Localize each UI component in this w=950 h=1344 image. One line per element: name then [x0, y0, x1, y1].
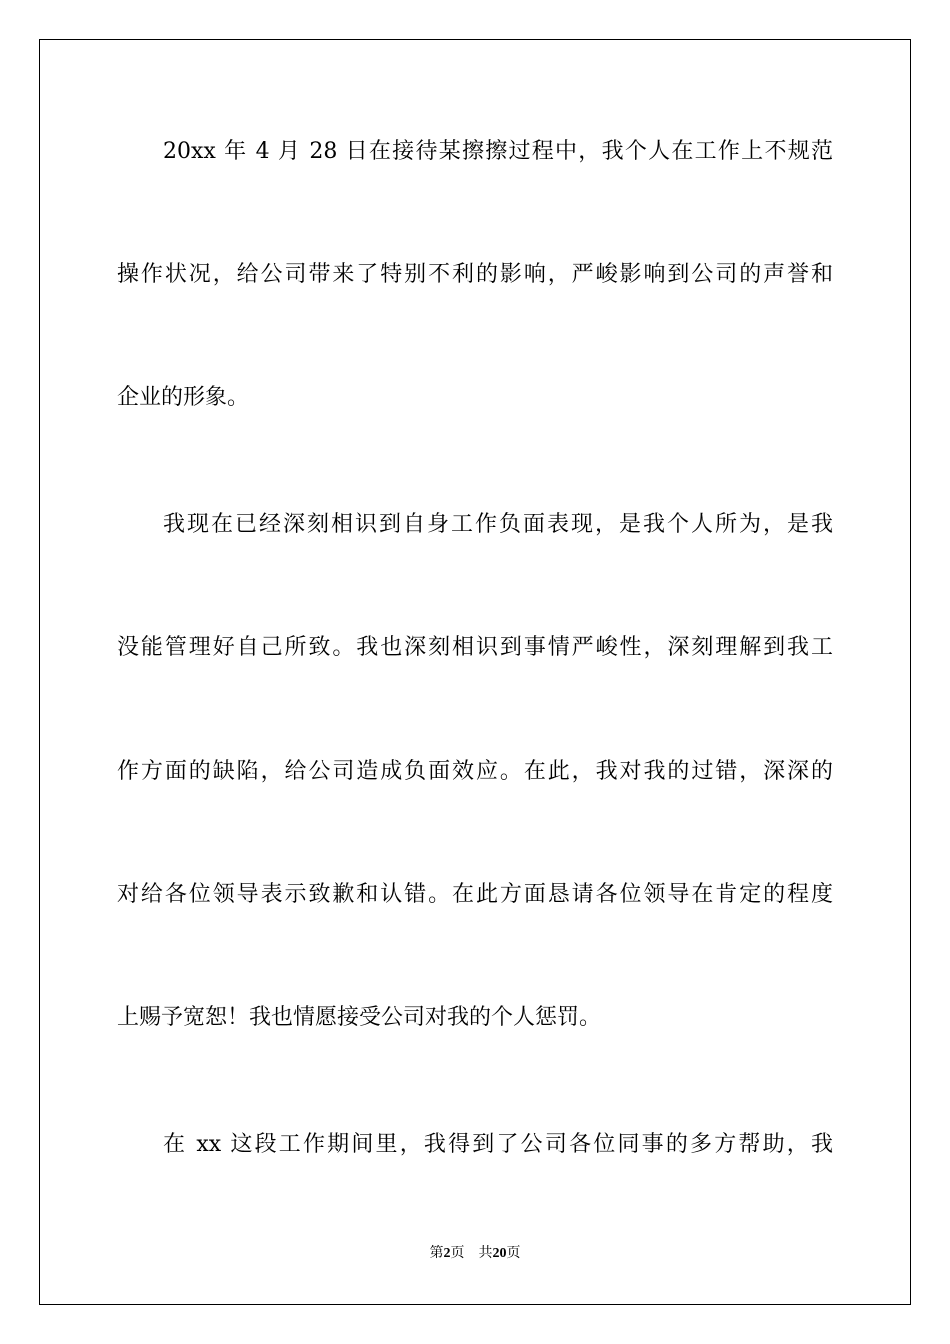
paragraph-2-line-5: 上赐予宽恕！我也情愿接受公司对我的个人惩罚。	[117, 1005, 602, 1030]
paragraph-2-line-2: 没能管理好自己所致。我也深刻相识到事情严峻性，深刻理解到我工	[117, 635, 833, 660]
total-pages: 20	[492, 1246, 507, 1261]
paragraph-2-line-4: 对给各位领导表示致歉和认错。在此方面恳请各位领导在肯定的程度	[117, 882, 833, 907]
paragraph-1-line-2: 操作状况，给公司带来了特别不利的影响，严峻影响到公司的声誉和	[117, 262, 833, 287]
paragraph-3-line-1: 在 xx 这段工作期间里，我得到了公司各位同事的多方帮助，我	[163, 1132, 833, 1157]
page-border	[39, 39, 911, 1305]
page-prefix: 第	[429, 1246, 444, 1261]
total-suffix: 页	[506, 1246, 521, 1261]
paragraph-2-line-3: 作方面的缺陷，给公司造成负面效应。在此，我对我的过错，深深的	[117, 759, 833, 784]
page-suffix: 页	[450, 1246, 465, 1261]
paragraph-1-line-3: 企业的形象。	[117, 385, 250, 410]
page-footer	[0, 1245, 950, 1263]
total-prefix: 共	[478, 1246, 493, 1261]
paragraph-1-line-1: 20xx 年 4 月 28 日在接待某擦擦过程中，我个人在工作上不规范	[163, 139, 833, 164]
page-number: 2	[443, 1246, 451, 1261]
paragraph-2-line-1: 我现在已经深刻相识到自身工作负面表现，是我个人所为，是我	[163, 512, 833, 537]
